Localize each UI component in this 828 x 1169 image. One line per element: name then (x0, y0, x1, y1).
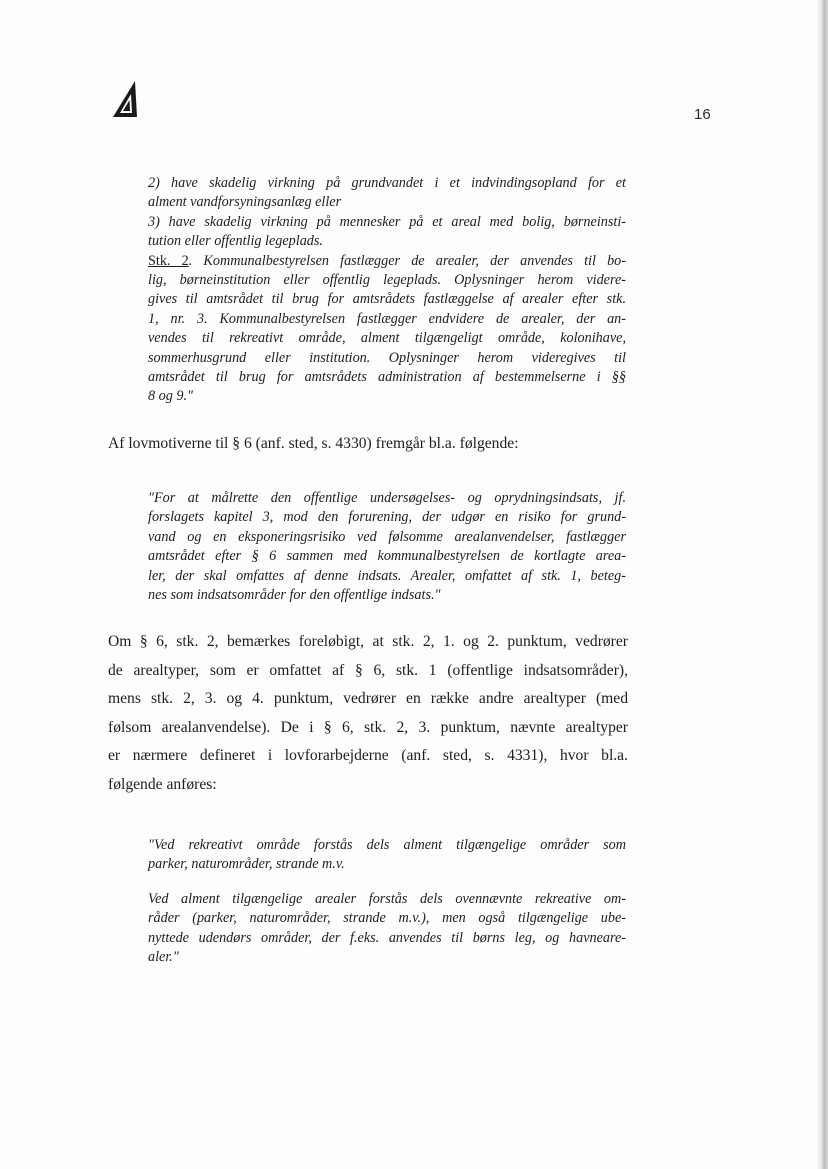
body-paragraph (108, 628, 628, 800)
intro-line: Af lovmotiverne til § 6 (anf. sted, s. 4330) fremgår bl.a. følgende: (108, 435, 519, 452)
quote-line: Ved alment tilgængelige arealer forstås dels ovennævnte rekreative om- (148, 891, 626, 907)
triangle-logo-icon (112, 80, 138, 118)
page-number: 16 (694, 106, 711, 123)
quote-block-statute (148, 174, 626, 407)
quote-line: 8 og 9." (148, 388, 193, 405)
quote-line: nyttede udendørs områder, der f.eks. anvendes til børns leg, og havneare- (148, 929, 626, 946)
quote-line: parker, naturområder, strande m.v. (148, 856, 345, 873)
quote-line: lig, børneinstitution eller offentlig legeplads. Oplysninger herom videre- (148, 272, 626, 289)
quote-line: vand og en eksponeringsrisiko ved følsomme arealanvendelser, fastlægger (148, 528, 626, 545)
stk-line (148, 252, 626, 271)
quote-line: sommerhusgrund eller institution. Oplysninger herom videregives til (148, 349, 626, 366)
quote-line: 1, nr. 3. Kommunalbestyrelsen fastlægger endvidere de arealer, der an- (148, 310, 626, 327)
paragraph-line: Om § 6, stk. 2, bemærkes foreløbigt, at stk. 2, 1. og 2. punktum, vedrører (108, 633, 628, 650)
paragraph-line: følgende anføres: (108, 775, 217, 793)
quote-block-public-areas (148, 890, 626, 968)
paragraph-line: er nærmere defineret i lovforarbejderne (anf. sted, s. 4331), hvor bl.a. (108, 747, 628, 765)
quote-block-motives (148, 489, 626, 605)
quote-line: amtsrådet efter § 6 sammen med kommunalbestyrelsen de kortlagte area- (148, 548, 626, 565)
quote-line: vendes til rekreativt område, alment tilgængeligt område, kolonihave, (148, 330, 626, 347)
quote-line: nes som indsatsområder for den offentlige indsats." (148, 587, 441, 604)
quote-line: 3) have skadelig virkning på mennesker på et areal med bolig, børneinsti- (148, 213, 626, 230)
quote-line: aler." (148, 949, 179, 966)
paragraph-line: mens stk. 2, 3. og 4. punktum, vedrører en række andre arealtyper (med (108, 690, 628, 708)
quote-line: . Kommunalbestyrelsen fastlægger de arealer, der anvendes til bo- (188, 252, 626, 269)
quote-line: amtsrådet til brug for amtsrådets administration af bestemmelserne i §§ (148, 369, 626, 386)
quote-line: råder (parker, naturområder, strande m.v.), men også tilgængelige ube- (148, 910, 626, 927)
quote-line: gives til amtsrådet til brug for amtsrådets fastlæggelse af arealer efter stk. (148, 291, 626, 308)
stk-label: Stk. 2 (148, 252, 189, 269)
paragraph-line: følsom arealanvendelse). De i § 6, stk. 2, 3. punktum, nævnte arealtyper (108, 718, 628, 736)
quote-line: alment vandforsyningsanlæg eller (148, 194, 342, 211)
quote-line: "Ved rekreativt område forstås dels alment tilgængelige områder som (148, 837, 626, 853)
quote-line: tution eller offentlig legeplads. (148, 233, 323, 250)
quote-line: forslagets kapitel 3, mod den forurening, der udgør en risiko for grund- (148, 509, 626, 526)
scan-edge-shadow (816, 0, 828, 1169)
quote-block-recreational (148, 836, 626, 875)
quote-line: 2) have skadelig virkning på grundvandet i et indvindingsopland for et (148, 175, 626, 191)
quote-line: ler, der skal omfattes af denne indsats. Arealer, omfattet af stk. 1, beteg- (148, 567, 626, 584)
paragraph-line: de arealtyper, som er omfattet af § 6, stk. 1 (offentlige indsatsområder), (108, 661, 628, 679)
quote-line: "For at målrette den offentlige undersøgelses- og oprydningsindsats, jf. (148, 490, 626, 506)
